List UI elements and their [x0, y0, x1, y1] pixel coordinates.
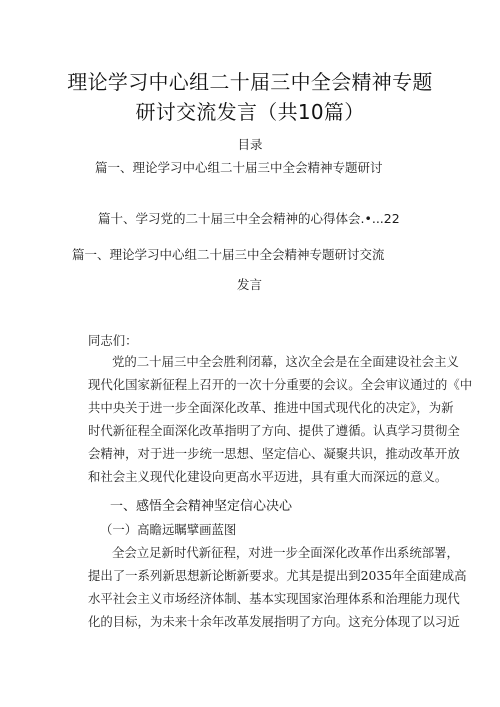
paragraph-2-line: 水平社会主义市场经济体制、基本实现国家治理体系和治理能力现代	[88, 591, 460, 606]
toc-item-1: 篇一、理论学习中心组二十届三中全会精神专题研讨	[95, 160, 383, 175]
salutation: 同志们：	[88, 333, 138, 348]
document-title-line-2: 研讨交流发言（共10篇）	[135, 100, 365, 124]
paragraph-1-line: 现代化国家新征程上召开的一次十分重要的会议。全会审议通过的《中	[88, 377, 473, 392]
paragraph-2-line: 提出了一系列新思想新论断新要求。尤其是提出到2035年全面建成高	[88, 568, 467, 583]
document-title-line-1: 理论学习中心组二十届三中全会精神专题	[67, 70, 433, 94]
heading-1: 一、感悟全会精神坚定信心决心	[110, 499, 293, 514]
paragraph-1	[88, 350, 473, 488]
paragraph-1-line: 共中央关于进一步全面深化改革、推进中国式现代化的决定》，为新	[88, 400, 454, 415]
paragraph-2-line: 化的目标，为未来十余年改革发展指明了方向。这充分体现了以习近	[88, 614, 460, 629]
paragraph-1-line: 时代新征程全面深化改革指明了方向、提供了遵循。认真学习贯彻全	[88, 423, 460, 438]
paragraph-1-line: 党的二十届三中全会胜利闭幕，这次全会是在全面建设社会主义	[112, 354, 459, 369]
toc-heading: 目录	[237, 137, 263, 152]
section-title-line-2: 发言	[237, 277, 263, 292]
paragraph-1-line: 会精神，对于进一步统一思想、坚定信心、凝聚共识，推动改革开放	[88, 446, 460, 461]
paragraph-2	[88, 541, 467, 633]
subheading-1: （一）高瞻远瞩擘画蓝图	[100, 522, 237, 537]
section-title-line-1: 篇一、理论学习中心组二十届三中全会精神专题研讨交流	[72, 247, 385, 262]
toc-item-10: 篇十、学习党的二十届三中全会精神的心得体会.•...22	[98, 211, 400, 226]
paragraph-1-line: 和社会主义现代化建设向更高水平迈进，具有重大而深远的意义。	[88, 469, 448, 484]
paragraph-2-line: 全会立足新时代新征程，对进一步全面深化改革作出系统部署，	[112, 545, 459, 560]
